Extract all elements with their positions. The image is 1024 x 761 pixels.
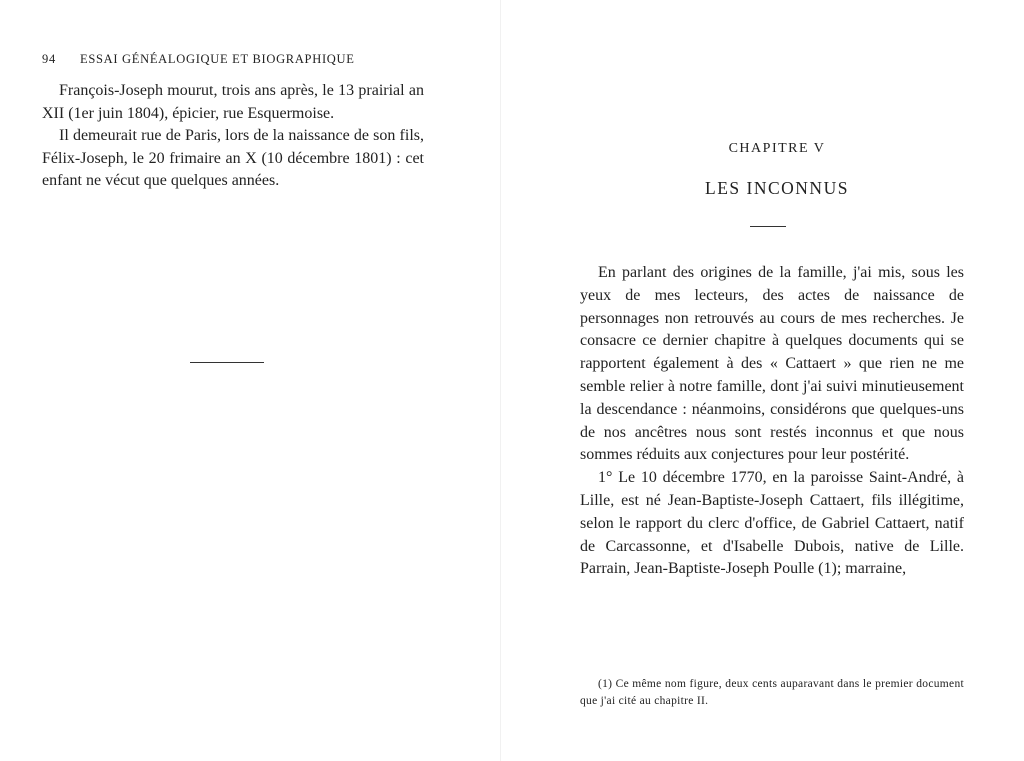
left-body-text bbox=[42, 80, 424, 193]
section-end-rule bbox=[190, 362, 264, 363]
chapter-title-rule bbox=[750, 226, 786, 227]
running-head-title: ESSAI GÉNÉALOGIQUE ET BIOGRAPHIQUE bbox=[80, 52, 355, 66]
footnote-text: (1) Ce même nom figure, deux cents auparavant dans le premier document que j'ai cité au chapitre II. bbox=[580, 678, 964, 707]
paragraph: 1° Le 10 décembre 1770, en la paroisse Saint-André, à Lille, est né Jean-Baptiste-Joseph Cattaert, fils illégitime, selon le rapport du clerc d'office, de Gabriel Cattaert, natif de Carcassonne, et d'Isabelle Dubois, native de Lille. Parrain, Jean-Baptiste-Joseph Poulle (1); marraine, bbox=[580, 469, 964, 578]
right-page bbox=[500, 0, 1024, 761]
left-page bbox=[0, 0, 500, 761]
page-number: 94 bbox=[42, 52, 56, 66]
running-head bbox=[42, 52, 432, 67]
footnote bbox=[580, 676, 964, 710]
right-body-text bbox=[580, 262, 964, 581]
paragraph: François-Joseph mourut, trois ans après, le 13 prairial an XII (1er juin 1804), épicier, rue Esquermoise. bbox=[42, 82, 424, 122]
chapter-title: LES INCONNUS bbox=[705, 178, 849, 198]
chapter-number: CHAPITRE V bbox=[728, 141, 826, 156]
paragraph: Il demeurait rue de Paris, lors de la naissance de son fils, Félix-Joseph, le 20 frimaire an X (10 décembre 1801) : cet enfant ne vécut que quelques années. bbox=[42, 127, 424, 190]
paragraph: En parlant des origines de la famille, j'ai mis, sous les yeux de mes lecteurs, des actes de naissance de personnages non retrouvés au cours de mes recherches. Je consacre ce dernier chapitre à quelques documents qui se rapportent également à des « Cattaert » que rien ne me semble relier à notre famille, dont j'ai suivi minutieusement la descendance : néanmoins, considérons que quelques-uns de nos ancêtres nous sont restés inconnus et que nous sommes réduits aux conjectures pour leur postérité. bbox=[580, 264, 964, 464]
